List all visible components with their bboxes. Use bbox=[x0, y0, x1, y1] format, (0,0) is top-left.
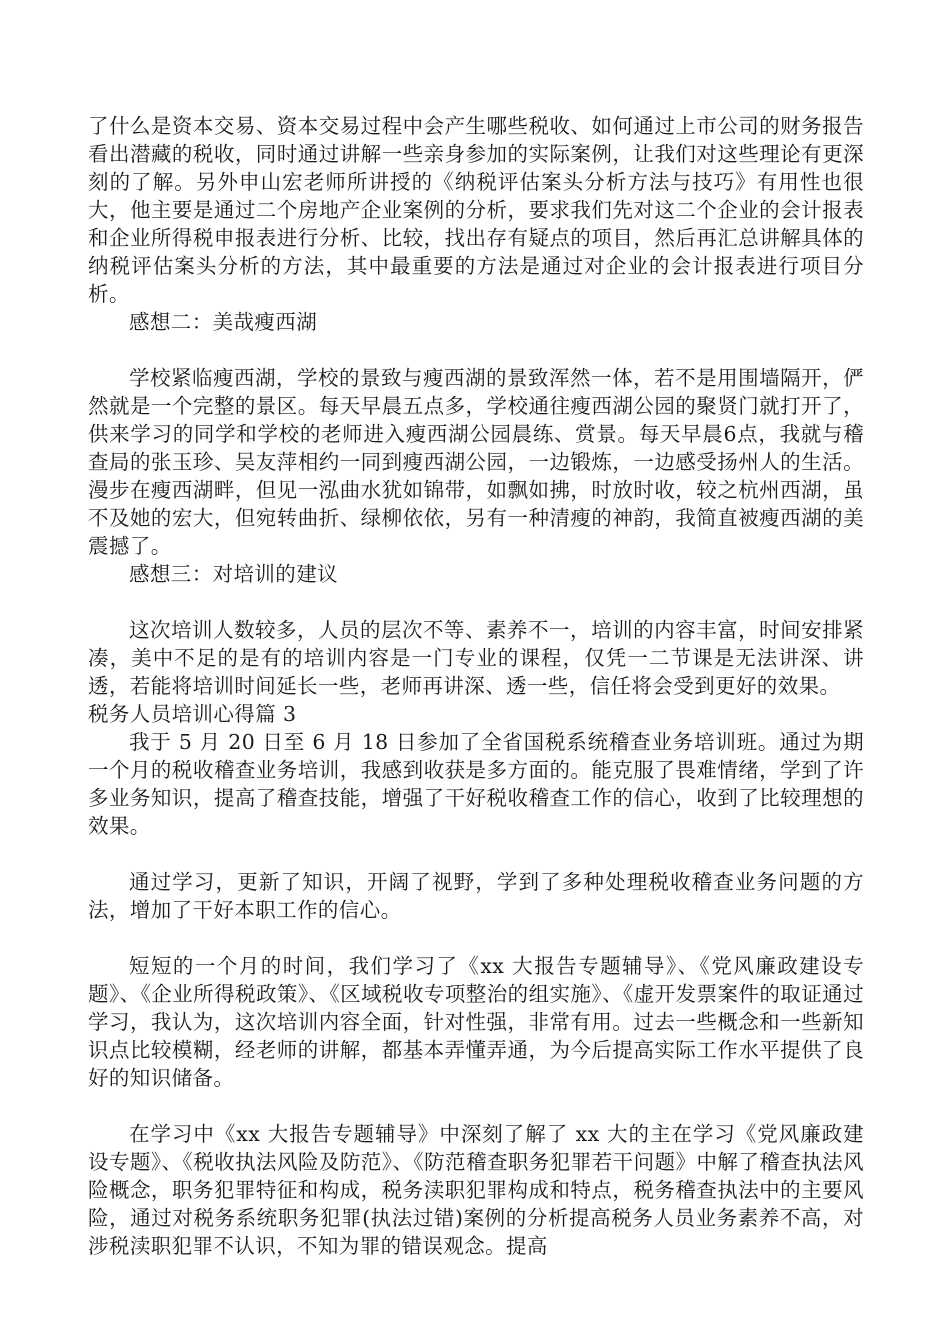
section-title-part-3: 税务人员培训心得篇 3 bbox=[88, 702, 297, 726]
heading-reflection-two: 感想二：美哉瘦西湖 bbox=[129, 310, 318, 334]
paragraph-capital-trading: 了什么是资本交易、资本交易过程中会产生哪些税收、如何通过上市公司的财务报告看出潜藏的税收，同时通过讲解一些亲身参加的实际案例，让我们对这些理论有更深刻的了解。另外申山宏老师所讲授的《纳税评估案头分析方法与技巧》有用性也很大，他主要是通过二个房地产企业案例的分析，要求我们先对这二个企业的会计报表和企业所得税申报表进行分析、比较，找出存有疑点的项目，然后再汇总讲解具体的纳税评估案头分析的方法，其中最重要的方法是通过对企业的会计报表进行项目分析。 bbox=[88, 114, 864, 306]
paragraph-course-list: 短短的一个月的时间，我们学习了《xx 大报告专题辅导》、《党风廉政建设专题》、《企业所得税政策》、《区域税收专项整治的组实施》、《虚开发票案件的取证通过学习，我认为，这次培训内容全面，针对性强，非常有用。过去一些概念和一些新知识点比较模糊，经老师的讲解，都基本弄懂弄通，为今后提高实际工作水平提供了良好的知识储备。 bbox=[88, 954, 864, 1090]
paragraph-risk-awareness: 在学习中《xx 大报告专题辅导》中深刻了解了 xx 大的主在学习《党风廉政建设专题》、《税收执法风险及防范》、《防范稽查职务犯罪若干问题》中解了稽查执法风险概念，职务犯罪特征和构成，税务渎职犯罪构成和特点，税务稽查执法中的主要风险，通过对税务系统职务犯罪(执法过错)案例的分析提高税务人员业务素养不高，对涉税渎职犯罪不认识，不知为罪的错误观念。提高 bbox=[88, 1122, 864, 1258]
paragraph-slender-west-lake: 学校紧临瘦西湖，学校的景致与瘦西湖的景致浑然一体，若不是用围墙隔开，俨然就是一个完整的景区。每天早晨五点多，学校通往瘦西湖公园的聚贤门就打开了，供来学习的同学和学校的老师进入瘦西湖公园晨练、赏景。每天早晨6点，我就与稽查局的张玉珍、吴友萍相约一同到瘦西湖公园，一边锻炼，一边感受扬州人的生活。漫步在瘦西湖畔，但见一泓曲水犹如锦带，如飘如拂，时放时收，较之杭州西湖，虽不及她的宏大，但宛转曲折、绿柳依依，另有一种清瘦的神韵，我简直被瘦西湖的美震撼了。 bbox=[88, 366, 864, 558]
heading-reflection-three: 感想三：对培训的建议 bbox=[129, 562, 338, 586]
paragraph-training-suggestions: 这次培训人数较多，人员的层次不等、素养不一，培训的内容丰富，时间安排紧凑，美中不足的是有的培训内容是一门专业的课程，仅凭一二节课是无法讲深、讲透，若能将培训时间延长一些，老师再讲深、透一些，信任将会受到更好的效果。 bbox=[88, 618, 864, 698]
document-page bbox=[88, 112, 864, 1260]
paragraph-training-attendance: 我于 5 月 20 日至 6 月 18 日参加了全省国税系统稽查业务培训班。通过为期一个月的税收稽查业务培训，我感到收获是多方面的。能克服了畏难情绪，学到了许多业务知识，提高了稽查技能，增强了干好税收稽查工作的信心，收到了比较理想的效果。 bbox=[88, 730, 864, 838]
paragraph-knowledge-update: 通过学习，更新了知识，开阔了视野，学到了多种处理税收稽查业务问题的方法，增加了干好本职工作的信心。 bbox=[88, 870, 864, 922]
